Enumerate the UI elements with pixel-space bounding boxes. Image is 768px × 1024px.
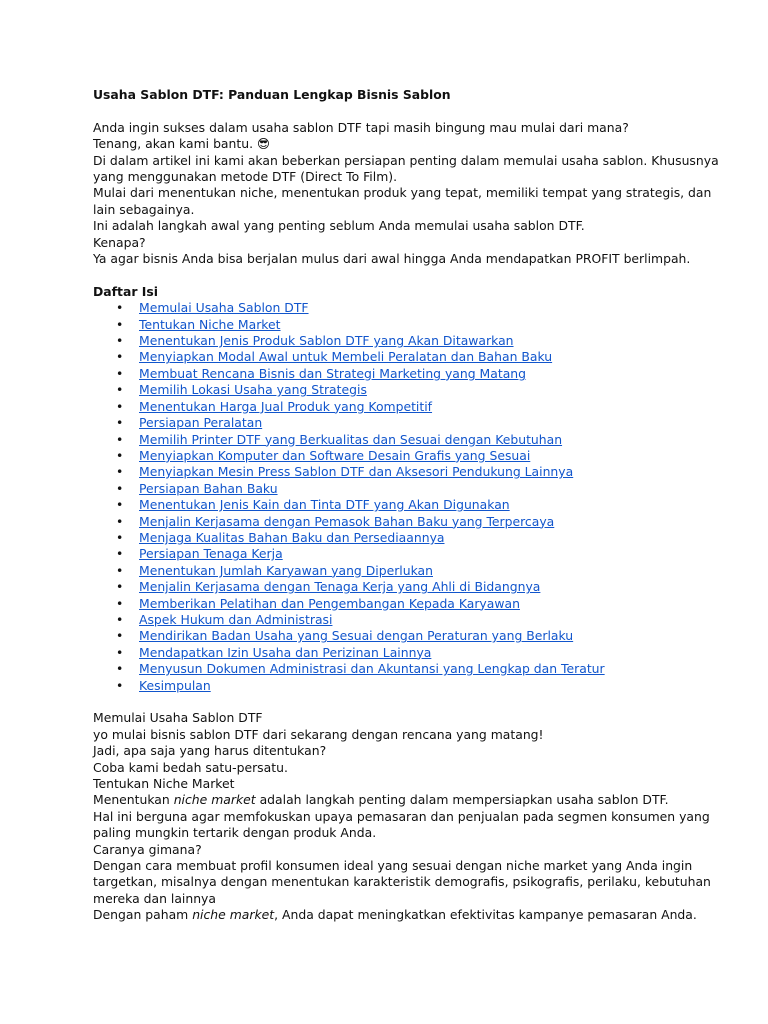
bullet-icon: • (116, 513, 124, 529)
bullet-icon: • (116, 546, 124, 562)
bullet-icon: • (116, 480, 124, 496)
text-run: Menentukan (93, 792, 174, 808)
bullet-icon: • (116, 661, 124, 677)
toc-item (93, 382, 683, 398)
bullet-icon: • (116, 497, 124, 513)
intro-line: Di dalam artikel ini kami akan beberkan persiapan penting dalam memulai usaha sablon. Khususnya (93, 152, 719, 168)
bullet-icon: • (116, 398, 124, 414)
document-page (93, 87, 719, 924)
toc-item (93, 415, 683, 431)
toc-link[interactable]: Persiapan Bahan Baku (139, 480, 278, 496)
body-line: Hal ini berguna agar memfokuskan upaya pemasaran dan penjualan pada segmen konsumen yang (93, 808, 710, 824)
body-line: Caranya gimana? (93, 841, 202, 857)
toc-link[interactable]: Memilih Lokasi Usaha yang Strategis (139, 382, 367, 398)
bullet-icon: • (116, 579, 124, 595)
toc-item (93, 317, 683, 333)
toc-heading: Daftar Isi (93, 283, 158, 299)
toc-link[interactable]: Mendapatkan Izin Usaha dan Perizinan Lainnya (139, 644, 432, 660)
body-line (93, 907, 697, 923)
toc-item (93, 514, 683, 530)
toc-item (93, 546, 683, 562)
intro-line: Ini adalah langkah awal yang penting seblum Anda memulai usaha sablon DTF. (93, 218, 585, 234)
section-heading: Tentukan Niche Market (93, 776, 235, 792)
toc-link[interactable]: Menentukan Jenis Produk Sablon DTF yang Akan Ditawarkan (139, 333, 514, 349)
toc-item (93, 432, 683, 448)
toc-item (93, 333, 683, 349)
toc-item (93, 481, 683, 497)
toc-item (93, 661, 683, 677)
toc-link[interactable]: Memberikan Pelatihan dan Pengembangan Kepada Karyawan (139, 595, 520, 611)
toc-link[interactable]: Membuat Rencana Bisnis dan Strategi Marketing yang Matang (139, 365, 527, 381)
text-run: adalah langkah penting dalam mempersiapkan usaha sablon DTF. (255, 792, 669, 808)
intro-line: lain sebagainya. (93, 201, 195, 217)
toc-link[interactable]: Kesimpulan (139, 677, 211, 693)
bullet-icon: • (116, 333, 124, 349)
intro-line: Kenapa? (93, 234, 146, 250)
intro-line: Ya agar bisnis Anda bisa berjalan mulus dari awal hingga Anda mendapatkan PROFIT berlimpah. (93, 251, 691, 267)
toc-item (93, 399, 683, 415)
toc-link[interactable]: Tentukan Niche Market (139, 316, 281, 332)
section-heading: Memulai Usaha Sablon DTF (93, 710, 263, 726)
toc-item (93, 678, 683, 694)
toc-item (93, 612, 683, 628)
toc-link[interactable]: Menjaga Kualitas Bahan Baku dan Persediaannya (139, 529, 445, 545)
intro-line: Tenang, akan kami bantu. 😎 (93, 136, 270, 152)
bullet-icon: • (116, 415, 124, 431)
toc-item (93, 448, 683, 464)
toc-item (93, 464, 683, 480)
bullet-icon: • (116, 382, 124, 398)
toc-link[interactable]: Menyiapkan Komputer dan Software Desain Grafis yang Sesuai (139, 447, 531, 463)
intro-line: Anda ingin sukses dalam usaha sablon DTF tapi masih bingung mau mulai dari mana? (93, 119, 629, 135)
italic-text: niche market (192, 907, 275, 923)
toc-item (93, 645, 683, 661)
intro-line: Mulai dari menentukan niche, menentukan produk yang tepat, memiliki tempat yang strategis, dan (93, 185, 712, 201)
toc-link[interactable]: Persiapan Peralatan (139, 415, 263, 431)
toc-item (93, 366, 683, 382)
bullet-icon: • (116, 365, 124, 381)
body-line: Coba kami bedah satu-persatu. (93, 759, 288, 775)
bullet-icon: • (116, 644, 124, 660)
spacer (93, 694, 683, 710)
toc-item (93, 596, 683, 612)
toc-link[interactable]: Persiapan Tenaga Kerja (139, 546, 283, 562)
section-niche-market (93, 776, 711, 924)
spacer (93, 103, 683, 119)
bullet-icon: • (116, 611, 124, 627)
body-line: mereka dan lainnya (93, 890, 216, 906)
toc-link[interactable]: Menyiapkan Modal Awal untuk Membeli Peralatan dan Bahan Baku (139, 349, 553, 365)
document-title: Usaha Sablon DTF: Panduan Lengkap Bisnis Sablon (93, 87, 451, 102)
body-line: Jadi, apa saja yang harus ditentukan? (93, 743, 327, 759)
toc-item (93, 497, 683, 513)
spacer (93, 267, 683, 283)
toc-link[interactable]: Menjalin Kerjasama dengan Tenaga Kerja yang Ahli di Bidangnya (139, 579, 541, 595)
italic-text: niche market (173, 792, 256, 808)
bullet-icon: • (116, 447, 124, 463)
toc-link[interactable]: Menjalin Kerjasama dengan Pemasok Bahan Baku yang Terpercaya (139, 513, 555, 529)
text-run: , Anda dapat meningkatkan efektivitas kampanye pemasaran Anda. (274, 907, 697, 923)
toc-link[interactable]: Menentukan Jenis Kain dan Tinta DTF yang Akan Digunakan (139, 497, 510, 513)
toc-item (93, 530, 683, 546)
bullet-icon: • (116, 595, 124, 611)
body-line (93, 792, 683, 808)
table-of-contents (93, 300, 683, 694)
toc-item (93, 300, 683, 316)
toc-link[interactable]: Menentukan Jumlah Karyawan yang Diperlukan (139, 562, 433, 578)
intro-line: yang menggunakan metode DTF (Direct To Film). (93, 169, 398, 185)
bullet-icon: • (116, 529, 124, 545)
toc-link[interactable]: Mendirikan Badan Usaha yang Sesuai dengan Peraturan yang Berlaku (139, 628, 574, 644)
section-memulai (93, 710, 683, 776)
body-line: Dengan cara membuat profil konsumen ideal yang sesuai dengan niche market yang Anda ingin (93, 858, 693, 874)
toc-link[interactable]: Aspek Hukum dan Administrasi (139, 611, 333, 627)
bullet-icon: • (116, 464, 124, 480)
bullet-icon: • (116, 316, 124, 332)
toc-link[interactable]: Menentukan Harga Jual Produk yang Kompetitif (139, 398, 433, 414)
bullet-icon: • (116, 677, 124, 693)
toc-link[interactable]: Memilih Printer DTF yang Berkualitas dan Sesuai dengan Kebutuhan (139, 431, 563, 447)
toc-link[interactable]: Menyusun Dokumen Administrasi dan Akuntansi yang Lengkap dan Teratur (139, 661, 605, 677)
body-line: targetkan, misalnya dengan menentukan karakteristik demografis, psikografis, perilaku, kebutuhan (93, 874, 711, 890)
bullet-icon: • (116, 431, 124, 447)
toc-item (93, 579, 683, 595)
intro-block (93, 119, 719, 268)
toc-item (93, 628, 683, 644)
bullet-icon: • (116, 349, 124, 365)
toc-item (93, 563, 683, 579)
toc-link[interactable]: Menyiapkan Mesin Press Sablon DTF dan Aksesori Pendukung Lainnya (139, 464, 574, 480)
bullet-icon: • (116, 628, 124, 644)
bullet-icon: • (116, 562, 124, 578)
body-line: paling mungkin tertarik dengan produk Anda. (93, 825, 377, 841)
toc-link[interactable]: Memulai Usaha Sablon DTF (139, 300, 309, 316)
text-run: Dengan paham (93, 907, 193, 923)
body-line: yo mulai bisnis sablon DTF dari sekarang dengan rencana yang matang! (93, 726, 544, 742)
toc-item (93, 349, 683, 365)
bullet-icon: • (116, 300, 124, 316)
